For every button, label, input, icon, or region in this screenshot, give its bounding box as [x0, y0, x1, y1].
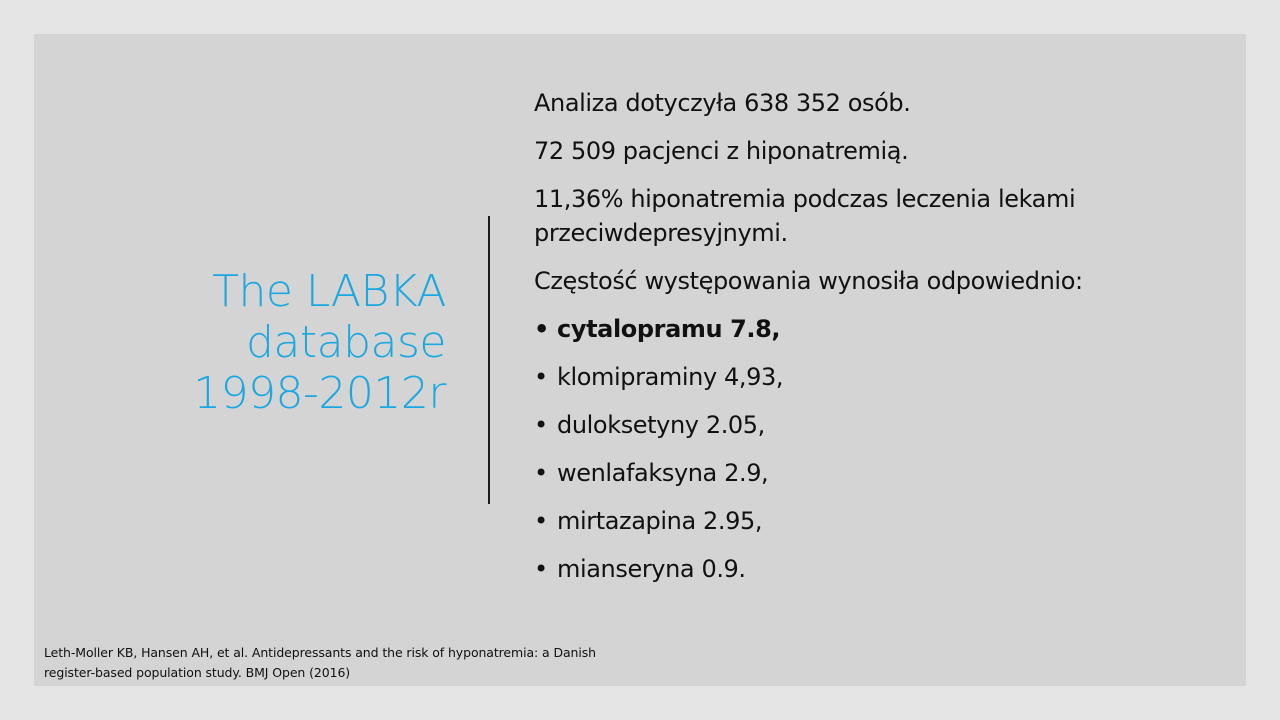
paragraph-patients: 72 509 pacjenci z hiponatremią. — [534, 137, 909, 165]
bullet-icon: • — [534, 411, 548, 439]
vertical-divider — [488, 216, 490, 504]
list-item-text: wenlafaksyna 2.9, — [557, 459, 769, 487]
bullet-icon: • — [534, 459, 548, 487]
drug-list — [534, 312, 1214, 586]
bullet-icon: • — [534, 363, 548, 391]
list-item-text: klomipraminy 4,93, — [557, 363, 784, 391]
slide — [34, 34, 1246, 686]
paragraph-percentage: 11,36% hiponatremia podczas leczenia lekami przeciwdepresyjnymi. — [534, 185, 1076, 247]
citation — [44, 643, 664, 683]
paragraph-frequency-intro: Częstość występowania wynosiła odpowiednio: — [534, 267, 1083, 295]
content-body — [534, 86, 1214, 600]
list-item — [534, 360, 1214, 394]
citation-line-2: register-based population study. BMJ Open (2016) — [44, 665, 351, 680]
list-item-text: cytalopramu 7.8, — [557, 315, 781, 343]
bullet-icon: • — [534, 315, 549, 343]
list-item — [534, 456, 1214, 490]
list-item — [534, 552, 1214, 586]
title-line-2: database — [246, 317, 446, 368]
list-item-text: duloksetyny 2.05, — [557, 411, 765, 439]
list-item-text: mianseryna 0.9. — [557, 555, 746, 583]
slide-title — [134, 266, 446, 419]
list-item — [534, 312, 1214, 346]
bullet-icon: • — [534, 507, 548, 535]
bullet-icon: • — [534, 555, 548, 583]
title-line-1: The LABKA — [212, 266, 446, 317]
paragraph-study-size: Analiza dotyczyła 638 352 osób. — [534, 89, 911, 117]
list-item-text: mirtazapina 2.95, — [557, 507, 763, 535]
list-item — [534, 408, 1214, 442]
title-line-3: 1998-2012r — [193, 368, 446, 419]
citation-line-1: Leth-Moller KB, Hansen AH, et al. Antidepressants and the risk of hyponatremia: a Danish — [44, 645, 596, 660]
list-item — [534, 504, 1214, 538]
